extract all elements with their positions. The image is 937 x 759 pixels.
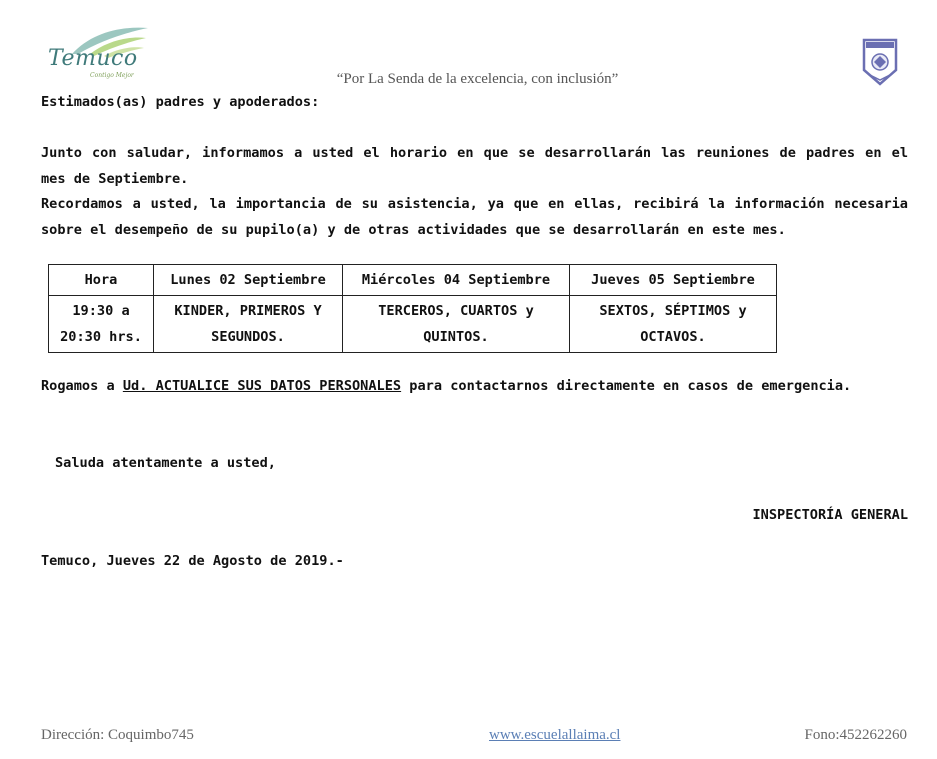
logo-tagline: Contigo Mejor bbox=[90, 72, 134, 79]
header-miercoles: Miércoles 04 Septiembre bbox=[343, 265, 570, 296]
table-header-row bbox=[49, 265, 777, 296]
cell-lunes-grades: KINDER, PRIMEROS Y SEGUNDOS. bbox=[154, 296, 343, 353]
paragraph-importance: Recordamos a usted, la importancia de su asistencia, ya que en ellas, recibirá la información necesaria sobre el desempeño de su pupilo(a) y de otras actividades que se desarrollarán en este mes. bbox=[41, 196, 908, 238]
footer-website-link[interactable]: www.escuelallaima.cl bbox=[489, 727, 621, 743]
table-row bbox=[49, 296, 777, 353]
motto: “Por La Senda de la excelencia, con inclusión” bbox=[336, 71, 619, 87]
update-highlight: Ud. ACTUALICE SUS DATOS PERSONALES bbox=[122, 378, 402, 394]
update-prefix: Rogamos a bbox=[41, 378, 123, 394]
place-date: Temuco, Jueves 22 de Agosto de 2019.- bbox=[41, 553, 344, 569]
cell-miercoles-grades: TERCEROS, CUARTOS y QUINTOS. bbox=[343, 296, 570, 353]
update-suffix: para contactarnos directamente en casos de emergencia. bbox=[401, 378, 852, 394]
header-lunes: Lunes 02 Septiembre bbox=[154, 265, 343, 296]
footer-address: Dirección: Coquimbo745 bbox=[41, 727, 194, 743]
update-data-request bbox=[41, 373, 908, 399]
meeting-schedule-table bbox=[48, 264, 777, 353]
signature: INSPECTORÍA GENERAL bbox=[752, 507, 908, 523]
cell-jueves-grades: SEXTOS, SÉPTIMOS y OCTAVOS. bbox=[570, 296, 777, 353]
closing: Saluda atentamente a usted, bbox=[55, 455, 276, 471]
logo-wordmark: Temuco bbox=[48, 46, 138, 71]
paragraph-intro: Junto con saludar, informamos a usted el horario en que se desarrollarán las reuniones de padres en el mes de Septiembre. bbox=[41, 145, 908, 187]
cell-time: 19:30 a 20:30 hrs. bbox=[49, 296, 154, 353]
header-hora: Hora bbox=[49, 265, 154, 296]
footer-phone: Fono:452262260 bbox=[804, 727, 907, 743]
header-jueves: Jueves 05 Septiembre bbox=[570, 265, 777, 296]
greeting: Estimados(as) padres y apoderados: bbox=[41, 94, 320, 110]
